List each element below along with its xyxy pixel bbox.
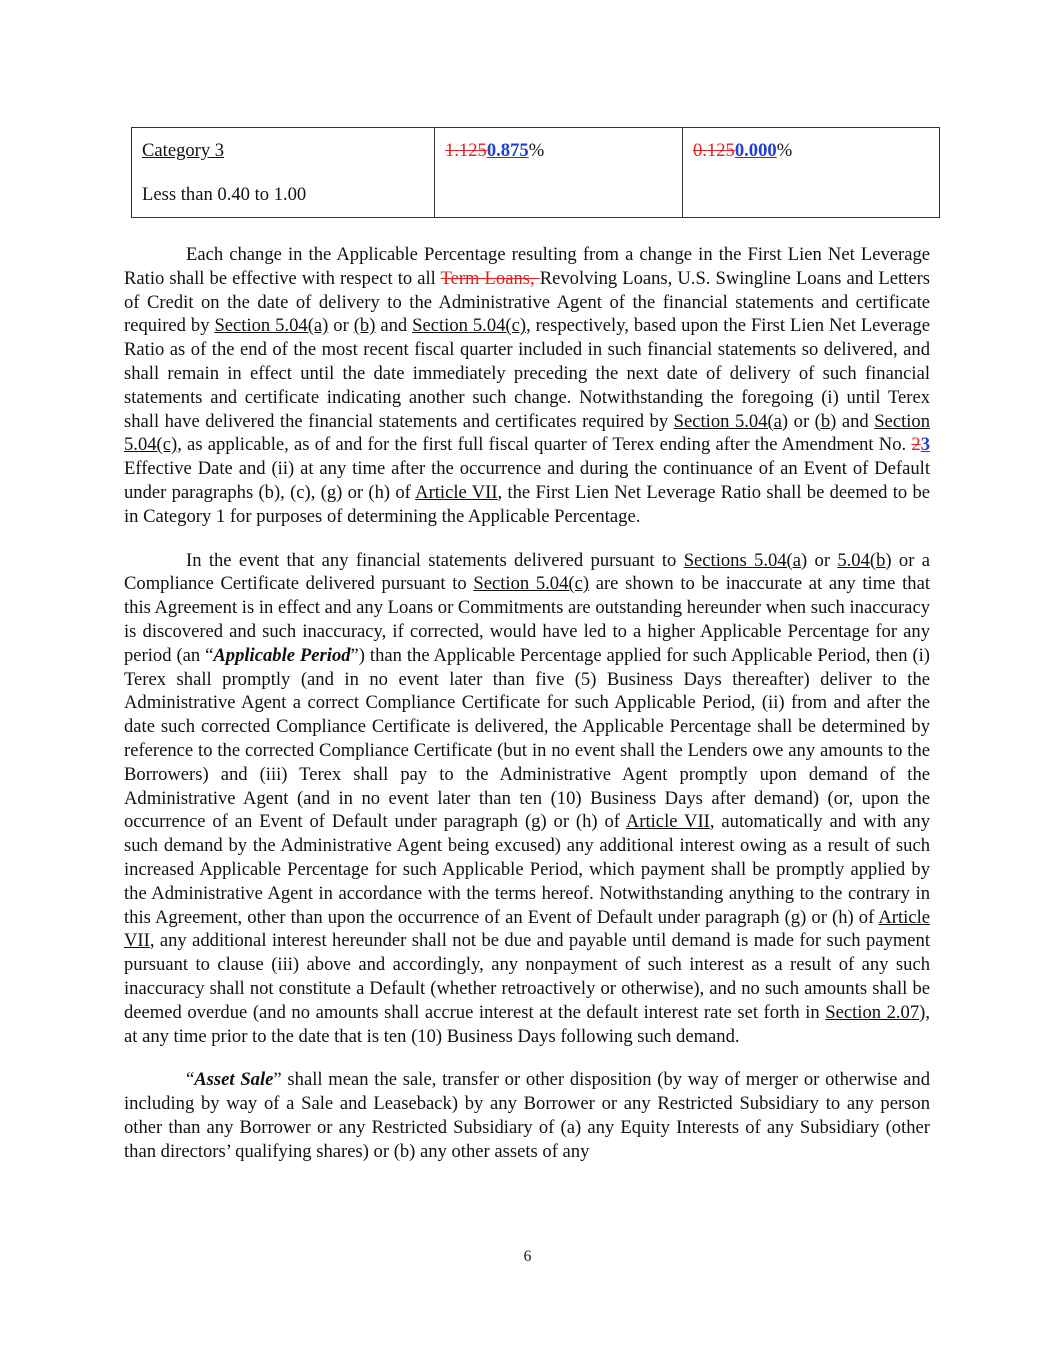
category-cell [132,128,435,218]
section-reference: Section 2.07 [825,1001,920,1023]
text-run: Effective Date and (ii) at any time after the occurrence and during the continuance of an Event of Default under paragraphs (b), (c), (g) or (h) of [124,458,930,503]
category-label: Category 3 [142,140,225,161]
section-reference: 5.04(b) [837,549,892,571]
percent-sign-2: % [776,140,793,161]
deleted-text: Term Loans, [440,267,540,289]
section-reference: (b) [353,315,376,337]
paragraph-inaccurate-statements [124,549,930,1049]
inserted-rate-1: 0.875 [486,140,529,161]
text-run: In the event that any financial statements delivered pursuant to [186,549,684,571]
inserted-text: 3 [920,434,930,456]
text-run: Each change in the Applicable Percentage resulting from a change in the First Lien Net Leverage Ratio shall be effective with respect to all [124,244,930,289]
article-reference: Article VII [625,811,710,833]
text-run: ), at any time prior to the date that is ten (10) Business Days following such demand. [124,1001,930,1047]
text-run: are shown to be inaccurate at any time that this Agreement is in effect and any Loans or Commitments are outstanding hereunder when such inaccuracy is discovered and such inaccuracy, if corrected, would have led to a higher Applicable Percentage for any period (an “ [124,573,930,666]
deleted-text: 2 [911,434,921,456]
text-run: , the First Lien Net Leverage Ratio shall be deemed to be in Category 1 for purposes of determining the Applicable Percentage. [124,481,931,527]
rate-cell-1 [435,128,683,218]
ratio-text: Less than 0.40 to 1.00 [142,183,307,205]
text-run: Revolving Loans, U.S. Swingline Loans and Letters of Credit on the date of delivery to the Administrative Agent of the financial statements and certificate required by [124,267,930,337]
text-run: , respectively, based upon the First Lien Net Leverage Ratio as of the end of the most recent fiscal quarter included in such financial statements so delivered, and shall remain in effect until the date immediately preceding the next date of delivery of such financial statements and certificate indicating another such change. Notwithstanding the foregoing (i) until Terex shall have delivered the financial statements and certificates required by [124,315,930,432]
deleted-rate-2: 0.125 [693,140,735,161]
section-reference: Section 5.04(a) [673,410,789,432]
section-reference: Section 5.04(c) [473,573,590,595]
section-reference: Sections 5.04(a) [683,549,808,571]
text-run: “ [186,1069,195,1091]
defined-term: Applicable Period [213,644,351,666]
section-reference: (b) [814,410,837,432]
text-run: or a Compliance Certificate delivered pursuant to [124,549,930,595]
text-run: and [375,315,413,337]
text-run: ” shall mean the sale, transfer or other disposition (by way of merger or otherwise and including by way of a Sale and Leaseback) by any Borrower or any Restricted Subsidiary to any person other than any Borrower or any Restricted Subsidiary of (a) any Equity Interests of any Subsidiary (other than directors’ qualifying shares) or (b) any other assets of any [124,1069,931,1162]
rate-cell-2 [683,128,940,218]
page-number: 6 [523,1248,532,1265]
text-run: and [836,410,875,432]
text-run: or [807,549,838,571]
applicable-percentage-table [131,127,940,218]
inserted-rate-2: 0.000 [734,140,777,161]
defined-term: Asset Sale [194,1069,274,1091]
text-run: or [788,410,815,432]
body-text [124,243,930,1163]
text-run: , any additional interest hereunder shall not be due and payable until demand is made for such payment pursuant to clause (iii) above and accordingly, any nonpayment of such interest as a result of any such inaccuracy shall not constitute a Default (whether retroactively or otherwise), and no such amounts shall be deemed overdue (and no amounts shall accrue interest at the default interest rate set forth in [124,930,930,1023]
article-reference: Article VII [415,481,498,503]
table-row [132,128,940,218]
text-run: ”) than the Applicable Percentage applied for such Applicable Period, then (i) Terex shall promptly (and in no event later than five (5) Business Days thereafter) deliver to the Administrative Agent a correct Compliance Certificate for such Applicable Period, (ii) from and after the date such corrected Compliance Certificate is delivered, the Applicable Percentage shall be determined by reference to the corrected Compliance Certificate (but in no event shall the Lenders owe any amounts to the Borrowers) and (iii) Terex shall pay to the Administrative Agent promptly upon demand of the Administrative Agent (and in no event later than ten (10) Business Days after demand) (or, upon the occurrence of an Event of Default under paragraph (g) or (h) of [124,644,930,833]
text-run: or [328,315,354,337]
section-reference: Section 5.04(c) [412,315,527,337]
deleted-rate-1: 1.125 [445,140,487,161]
paragraph-applicable-percentage-change [124,243,930,529]
section-reference: Section 5.04(a) [214,315,329,337]
text-run: , automatically and with any such demand by the Administrative Agent being excused) any additional interest owing as a result of such increased Applicable Percentage for such Applicable Period, which payment shall be promptly applied by the Administrative Agent in accordance with the terms hereof. Notwithstanding anything to the contrary in this Agreement, other than upon the occurrence of an Event of Default under paragraph (g) or (h) of [124,811,931,928]
text-run: , as applicable, as of and for the first full fiscal quarter of Terex ending after the Amendment No. [177,434,912,456]
section-reference: Section 5.04(c) [124,410,930,456]
paragraph-asset-sale-definition [124,1068,930,1163]
article-reference: Article VII [124,906,930,952]
percent-sign-1: % [528,140,545,161]
